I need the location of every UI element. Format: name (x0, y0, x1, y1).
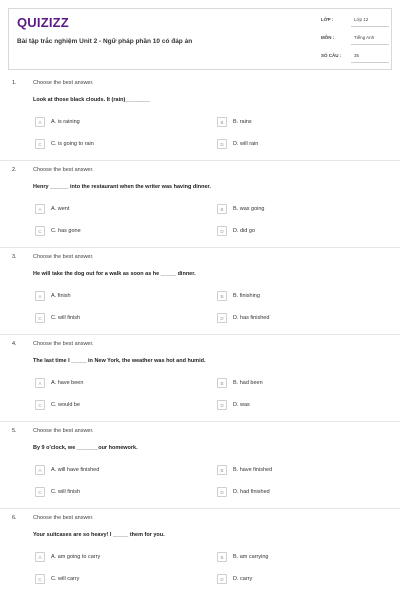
option-letter-box: B (217, 552, 227, 562)
option-text: C. will finish (51, 315, 81, 321)
question-1 (0, 80, 400, 167)
option-text: C. has gone (51, 228, 81, 234)
option-text: D. carry (233, 576, 253, 582)
question-text: Henry ______ into the restaurant when the writer was having dinner. (33, 184, 211, 190)
option-letter-box: D (217, 226, 227, 236)
page-title: Bài tập trắc nghiệm Unit 2 - Ngữ pháp phần 10 có đáp án (17, 38, 193, 45)
option-text: C. will finish (51, 489, 81, 495)
option-letter-box: B (217, 204, 227, 214)
option-text: C. will carry (51, 576, 80, 582)
question-text: Look at those black clouds. It (rain)________ (33, 97, 150, 103)
option-letter-box: A (35, 378, 45, 388)
option-letter-box: C (35, 139, 45, 149)
option-letter-box: C (35, 400, 45, 410)
option-text: A. is raining (51, 119, 80, 125)
question-instruction: Choose the best answer. (33, 254, 94, 260)
option-letter-box: A (35, 552, 45, 562)
option-letter-box: A (35, 204, 45, 214)
meta-value: 35 (354, 53, 360, 58)
question-number: 1. (12, 80, 17, 86)
meta-row-count (321, 47, 393, 65)
question-number: 6. (12, 515, 17, 521)
meta-underline (351, 44, 389, 45)
option-letter-box: B (217, 117, 227, 127)
option-text: B. rains (233, 119, 252, 125)
question-number: 5. (12, 428, 17, 434)
option-text: B. finishing (233, 293, 260, 299)
question-5 (0, 428, 400, 515)
option-text: C. would be (51, 402, 81, 408)
option-letter-box: D (217, 487, 227, 497)
question-divider (0, 160, 400, 161)
option-letter-box: B (217, 465, 227, 475)
option-letter-box: B (217, 378, 227, 388)
option-letter-box: C (35, 313, 45, 323)
option-letter-box: C (35, 487, 45, 497)
meta-key: LỚP : (321, 17, 334, 22)
option-text: D. did go (233, 228, 256, 234)
option-text: A. am going to carry (51, 554, 101, 560)
meta-key: SỐ CÂU : (321, 53, 342, 58)
meta-underline (351, 26, 389, 27)
meta-value: Tiếng Anh (354, 35, 375, 40)
meta-underline (351, 62, 389, 63)
option-letter-box: B (217, 291, 227, 301)
option-text: A. finish (51, 293, 71, 299)
question-2 (0, 167, 400, 254)
question-3 (0, 254, 400, 341)
question-6 (0, 515, 400, 600)
meta-value: Lớp 12 (354, 17, 369, 22)
question-instruction: Choose the best answer. (33, 341, 94, 347)
question-instruction: Choose the best answer. (33, 428, 94, 434)
meta-panel (321, 9, 393, 69)
question-instruction: Choose the best answer. (33, 80, 94, 86)
question-text: Your suitcases are so heavy! I _____ them for you. (33, 532, 165, 538)
question-text: By 9 o'clock, we _______our homework. (33, 445, 138, 451)
option-text: A. will have finished (51, 467, 100, 473)
option-letter-box: D (217, 313, 227, 323)
question-4 (0, 341, 400, 428)
question-instruction: Choose the best answer. (33, 167, 94, 173)
meta-row-class (321, 11, 393, 29)
option-text: B. have finished (233, 467, 273, 473)
question-number: 2. (12, 167, 17, 173)
option-text: B. am carrying (233, 554, 269, 560)
option-text: B. had been (233, 380, 263, 386)
question-text: The last time I _____ in New York, the weather was hot and humid. (33, 358, 206, 364)
question-divider (0, 334, 400, 335)
quizizz-logo: QUIZIZZ (17, 15, 69, 30)
option-letter-box: D (217, 139, 227, 149)
option-text: D. has finished (233, 315, 270, 321)
option-text: A. went (51, 206, 70, 212)
option-text: A. have been (51, 380, 84, 386)
question-number: 3. (12, 254, 17, 260)
question-number: 4. (12, 341, 17, 347)
question-text: He will take the dog out for a walk as soon as he _____ dinner. (33, 271, 196, 277)
option-text: D. had finished (233, 489, 270, 495)
option-letter-box: A (35, 291, 45, 301)
worksheet-header (8, 8, 392, 70)
meta-key: MÔN : (321, 35, 335, 40)
question-divider (0, 508, 400, 509)
option-text: B. was going (233, 206, 265, 212)
option-text: D. was (233, 402, 250, 408)
option-text: D. will rain (233, 141, 259, 147)
option-letter-box: A (35, 465, 45, 475)
option-letter-box: D (217, 400, 227, 410)
option-letter-box: D (217, 574, 227, 584)
meta-row-subject (321, 29, 393, 47)
question-instruction: Choose the best answer. (33, 515, 94, 521)
question-divider (0, 421, 400, 422)
option-letter-box: A (35, 117, 45, 127)
option-letter-box: C (35, 574, 45, 584)
option-text: C. is going to rain (51, 141, 94, 147)
question-divider (0, 247, 400, 248)
option-letter-box: C (35, 226, 45, 236)
